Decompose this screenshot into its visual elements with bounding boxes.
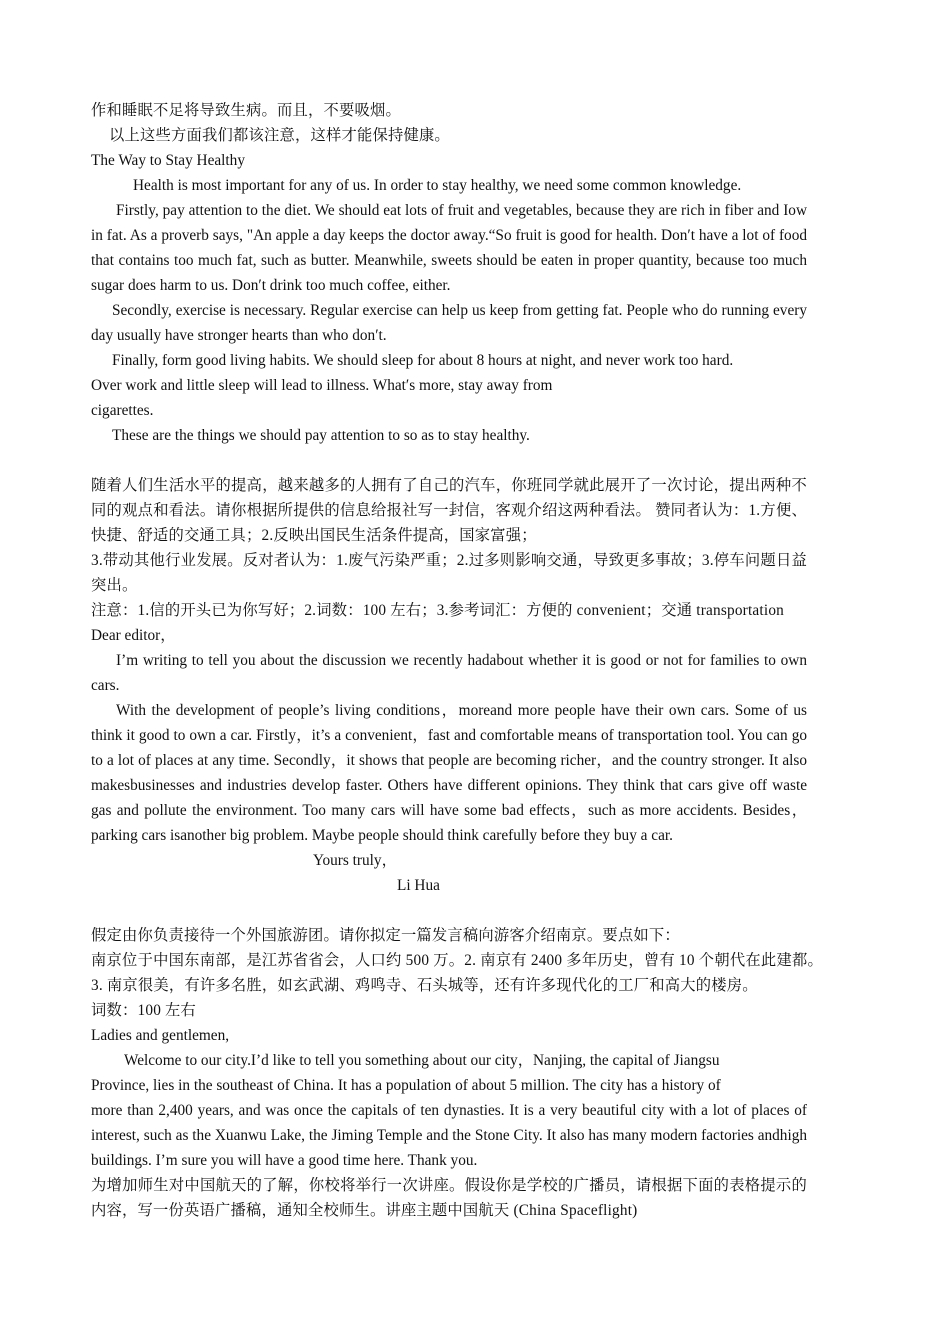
essay1-finally-line3: cigarettes. (91, 402, 154, 419)
essay3-body-line1: Welcome to our city.I’d like to tell you something about our city，Nanjing, the capital of Jiangsu (124, 1052, 720, 1069)
essay2-prompt-notes: 注意：1.信的开头已为你写好；2.词数：100 左右；3.参考词汇：方便的 convenient；交通 transportation (91, 602, 785, 619)
essay1-finally-line2: Over work and little sleep will lead to illness. What′s more, stay away from (91, 377, 553, 394)
essay2-signature: Li Hua (397, 877, 440, 894)
essay1-firstly-paragraph: Firstly, pay attention to the diet. We should eat lots of fruit and vegetables, because they are rich in fiber and Iow in fat. As a proverb says, "An apple a day keeps the doctor away.“So fruit is good for health. Don′t have a lot of food that contains too much fat, such as butter. Meanwhile, sweets should be eaten in proper quantity, because too much sugar does harm to us. Don′t drink too much coffee, either. (91, 202, 807, 294)
essay3-body-rest: more than 2,400 years, and was once the capitals of ten dynasties. It is a very beautiful city with a lot of places of interest, such as the Xuanwu Lake, the Jiming Temple and the Stone City. It also has many modern factories andhigh buildings. I’m sure you will have a good time here. Thank you. (91, 1102, 807, 1169)
essay3-body-line2: Province, lies in the southeast of China. It has a population of about 5 million. The city has a history of (91, 1077, 721, 1094)
essay4-prompt: 为增加师生对中国航天的了解，你校将举行一次讲座。假设你是学校的广播员，请根据下面的表格提示的内容，写一份英语广播稿，通知全校师生。讲座主题中国航天 (China Spaceflight) (91, 1177, 807, 1219)
essay1-title: The Way to Stay Healthy (91, 152, 245, 169)
essay2-paragraph1: I’m writing to tell you about the discussion we recently hadabout whether it is good or not for families to own cars. (91, 652, 807, 694)
essay1-finally-line1: Finally, form good living habits. We should sleep for about 8 hours at night, and never work too hard. (112, 352, 734, 369)
essay1-closing-paragraph: These are the things we should pay attention to so as to stay healthy. (112, 427, 530, 444)
essay1-chinese-summary: 以上这些方面我们都该注意，这样才能保持健康。 (109, 127, 450, 144)
essay3-prompt-wordcount: 词数：100 左右 (91, 1002, 197, 1019)
section-spacer (91, 448, 807, 473)
section-spacer (91, 898, 807, 923)
document-page (91, 98, 823, 1223)
essay3-prompt-points: 南京位于中国东南部，是江苏省省会，人口约 500 万。2. 南京有 2400 多年历史，曾有 10 个朝代在此建都。3. 南京很美，有许多名胜，如玄武湖、鸡鸣寺、石头城等，还有许多现代化的工厂和高大的楼房。 (91, 952, 823, 994)
essay3-prompt-line1: 假定由你负责接待一个外国旅游团。请你拟定一篇发言稿向游客介绍南京。要点如下： (91, 927, 680, 944)
essay2-prompt-line2: 3.带动其他行业发展。反对者认为：1.废气污染严重；2.过多则影响交通，导致更多事故；3.停车问题日益突出。 (91, 552, 807, 594)
essay2-paragraph2: With the development of people’s living conditions，moreand more people have their own cars. Some of us think it good to own a car. Firstly，it’s a convenient，fast and comfortable means of transportation tool. You can go to a lot of places at any time. Secondly，it shows that people are becoming richer，and the country stronger. It also makesbusinesses and industries develop faster. Others have different opinions. They think that cars give off waste gas and pollute the environment. Too many cars will have some bad effects，such as more accidents. Besides，parking cars isanother big problem. Maybe people should think carefully before they buy a car. (91, 702, 807, 844)
essay2-greeting: Dear editor， (91, 627, 176, 644)
essay3-greeting: Ladies and gentlemen, (91, 1027, 230, 1044)
essay1-chinese-tail: 作和睡眠不足将导致生病。而且，不要吸烟。 (91, 102, 401, 119)
essay1-intro-paragraph: Health is most important for any of us. In order to stay healthy, we need some common knowledge. (133, 177, 742, 194)
essay1-secondly-paragraph: Secondly, exercise is necessary. Regular exercise can help us keep from getting fat. People who do running every day usually have stronger hearts than who don′t. (91, 302, 807, 344)
essay2-closing: Yours truly， (313, 852, 397, 869)
essay2-prompt-line1: 随着人们生活水平的提高，越来越多的人拥有了自己的汽车，你班同学就此展开了一次讨论，提出两种不同的观点和看法。请你根据所提供的信息给报社写一封信，客观介绍这两种看法。 赞同者认为：1.方便、快捷、舒适的交通工具；2.反映出国民生活条件提高，国家富强； (91, 477, 807, 544)
